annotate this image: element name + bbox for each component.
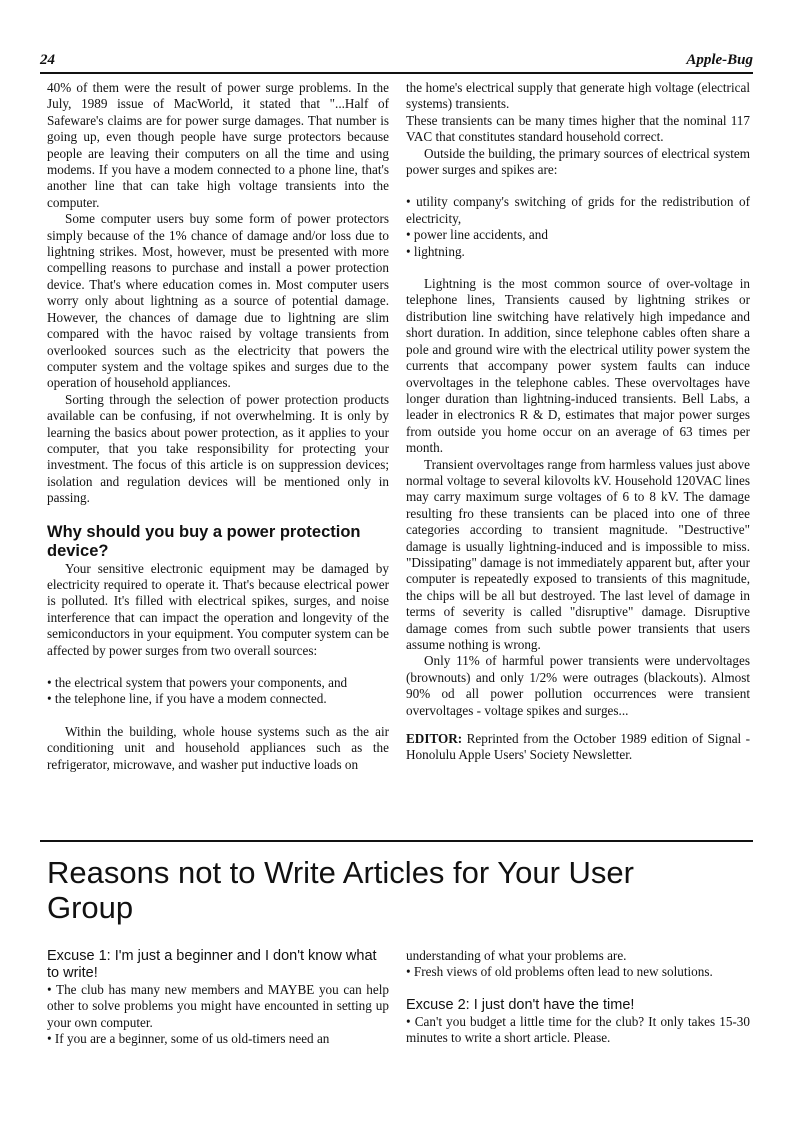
page-number: 24 bbox=[40, 52, 55, 68]
editor-text: Reprinted from the October 1989 edition of Signal - Honolulu Apple Users' Society Newsletter. bbox=[406, 731, 750, 763]
article-column-right bbox=[406, 80, 750, 764]
paragraph: Within the building, whole house systems such as the air conditioning unit and household appliances such as the refrigerator, microwave, and washer put inductive loads on bbox=[47, 723, 389, 772]
bullet-item: • The club has many new members and MAYBE you can help other to solve problems you might have encounted in setting up your own computer. bbox=[47, 982, 389, 1030]
excuse-heading: Excuse 1: I'm just a beginner and I don't know what to write! bbox=[47, 948, 377, 981]
section-subheading: Why should you buy a power protection device? bbox=[47, 522, 361, 560]
paragraph: 40% of them were the result of power surge problems. In the July, 1989 issue of MacWorld, it stated that "...Half of Safeware's claims are for power surge damages. That number is going up, even though people have surge protectors because people are leaving their computers on all the time and using modems. If you have a modem connected to a phone line, that's another line that can take high voltage transients into the computer. bbox=[47, 80, 389, 210]
section-divider bbox=[40, 840, 753, 842]
bullet-item: • Can't you budget a little time for the club? It only takes 15-30 minutes to write a short article. Please. bbox=[406, 1013, 750, 1046]
excuses-column-left bbox=[47, 948, 389, 1048]
bullet-item: • power line accidents, and bbox=[406, 227, 548, 243]
article-column-left bbox=[47, 80, 389, 773]
bullet-item: • the electrical system that powers your components, and bbox=[47, 675, 348, 690]
running-title: Apple-Bug bbox=[686, 52, 753, 68]
bullet-item: • If you are a beginner, some of us old-timers need an bbox=[47, 1031, 330, 1047]
paragraph: Only 11% of harmful power transients were undervoltages (brownouts) and only 1/2% were outrages (blackouts). Almost 90% od all power pollution occurrences were transient overvoltages - voltage spikes and surges... bbox=[406, 653, 750, 718]
page-header bbox=[40, 52, 753, 74]
excuses-column-right bbox=[406, 948, 750, 1047]
paragraph: the home's electrical supply that generate high voltage (electrical systems) transients. bbox=[406, 80, 750, 112]
paragraph: These transients can be many times higher that the nominal 117 VAC that constitutes standard household correct. bbox=[406, 112, 750, 145]
paragraph: Transient overvoltages range from harmless values just above normal voltage to several kilovolts kV. Household 120VAC lines may carry maximum surge voltages of 6 to 8 kV. The damage resulting fro these transients can be placed into one of three categories according to transient magnitude. "Destructive" damage is usually lightning-induced and is impossible to miss. "Dissipating" damage is not immediately apparent but, after your computer is repeatedly exposed to transients of this magnitude, the chips will be all but destroyed. The last level of damage in terms of severity is called "disruptive" damage. Disruptive damage comes from such subtle power transients that users assume nothing is wrong. bbox=[406, 456, 750, 652]
paragraph: Lightning is the most common source of over-voltage in telephone lines, Transients caused by lightning strikes or distribution line switching have relatively high impedance and short duration. In addition, since telephone cables often share a pole and ground wire with the electrical utility power system the currents that accompany power system faults can induce overvoltages in the telephone cables. These overvoltages have longer duration than lightning-induced transients. Bell Labs, a leader in electronics R & D, estimates that major power surges from outside you home occur on an average of 63 times per month. bbox=[406, 276, 750, 456]
paragraph: Some computer users buy some form of power protectors simply because of the 1% chance of damage and/or loss due to lightning strikes. Most, however, must be presented with more compelling reasons to purchase and install a power protection device. That's where education comes in. Most computer users worry only about lightning as a source of potential damage. However, the chances of damage due to lightning are slim compared with the havoc raised by voltage transients from overlooked sources such as the electricity that powers the computer system and the voltage spikes and surges due to the operation of household appliances. bbox=[47, 211, 389, 391]
paragraph: Sorting through the selection of power protection products available can be confusing, if not overwhelming. It is only by learning the basics about power protection, as it applies to your computer, that you take responsibility for protecting your investment. The focus of this article is on suppression devices; isolation and regulation devices will be mentioned only in passing. bbox=[47, 391, 389, 506]
bullet-item: • lightning. bbox=[406, 243, 465, 259]
article-title: Reasons not to Write Articles for Your User Group bbox=[47, 855, 634, 925]
editor-label: EDITOR: bbox=[406, 731, 463, 747]
editor-note bbox=[406, 731, 750, 764]
paragraph: Your sensitive electronic equipment may be damaged by electricity required to operate it. That's because electrical power is polluted. It's filled with electrical spikes, surges, and noise interference that can impact the operation and longevity of the semiconductors in your equipment. You computer system can be affected by power surges from two overall sources: bbox=[47, 560, 389, 658]
bullet-item: • Fresh views of old problems often lead to new solutions. bbox=[406, 964, 713, 980]
paragraph: understanding of what your problems are. bbox=[406, 948, 627, 963]
bullet-item: • utility company's switching of grids for the redistribution of electricity, bbox=[406, 194, 750, 226]
bullet-item: • the telephone line, if you have a modem connected. bbox=[47, 691, 327, 707]
paragraph: Outside the building, the primary sources of electrical system power surges and spikes are: bbox=[406, 145, 750, 178]
excuse-heading: Excuse 2: I just don't have the time! bbox=[406, 996, 635, 1013]
